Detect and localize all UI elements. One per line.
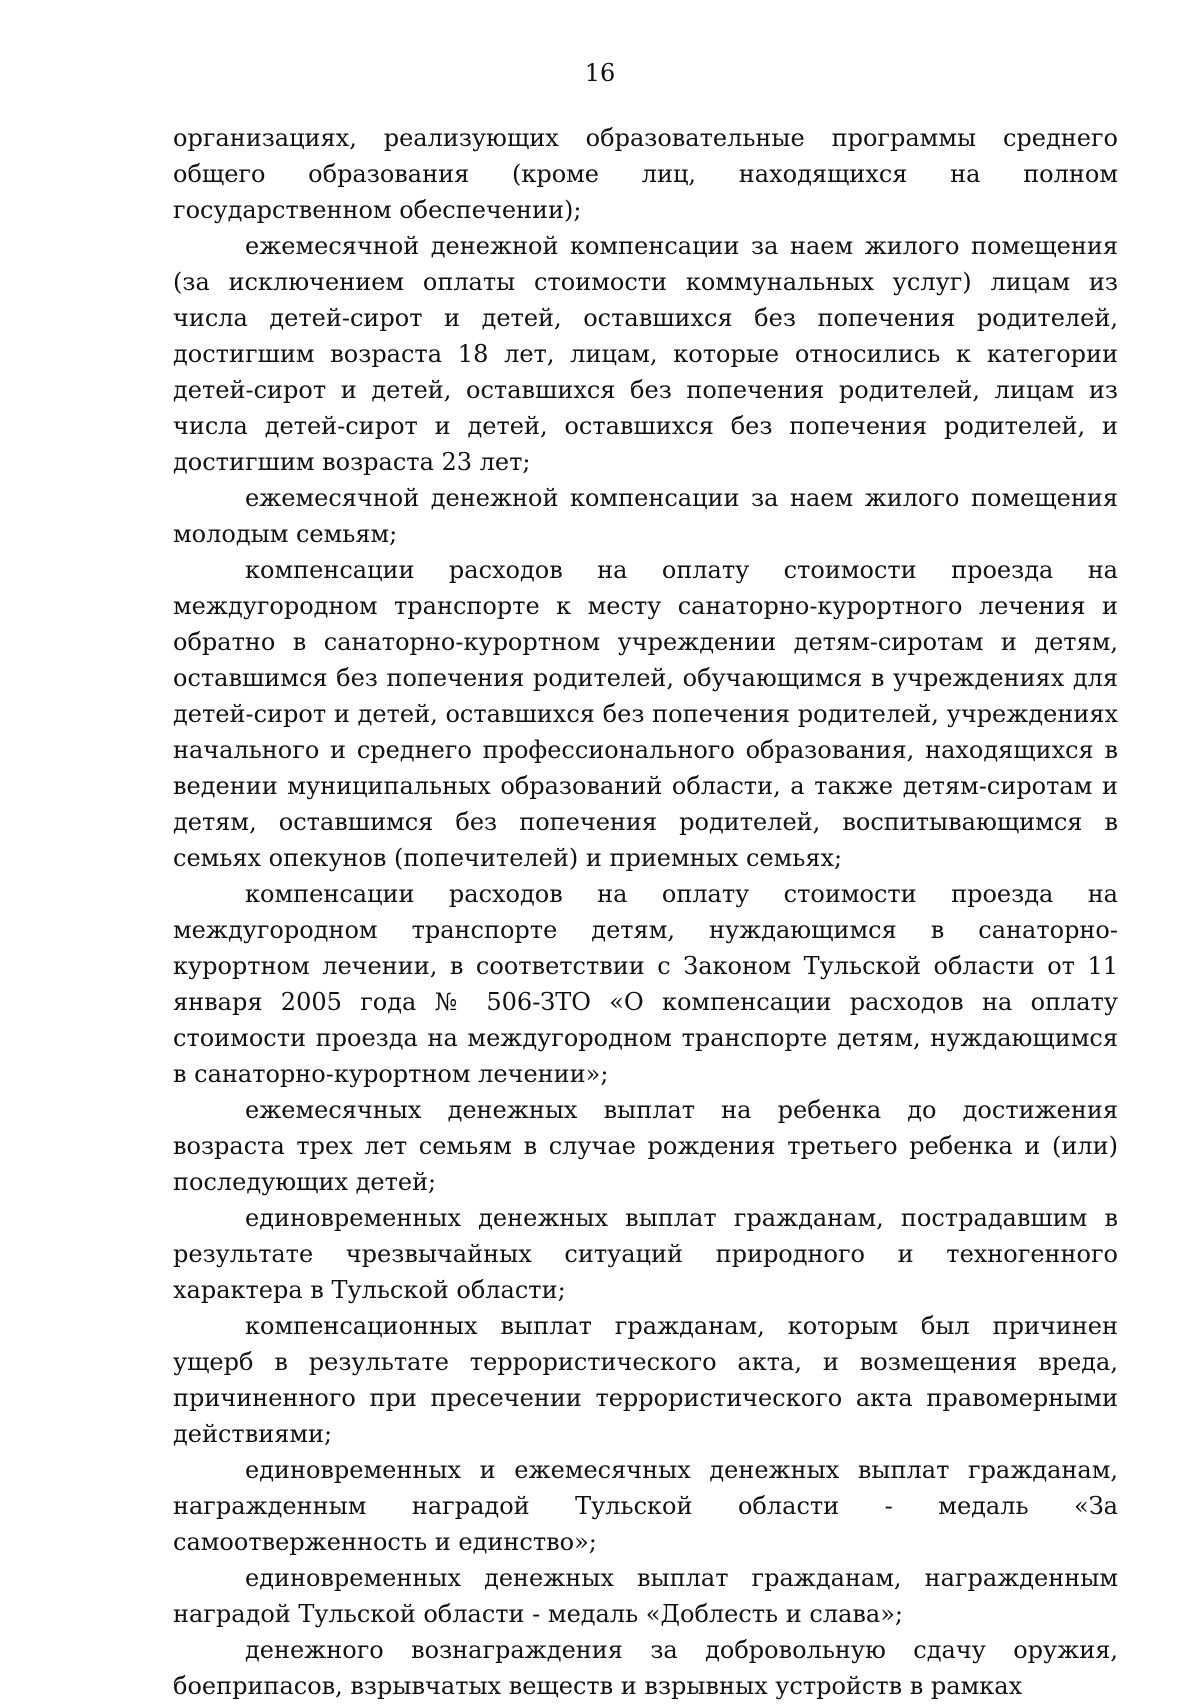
paragraph: ежемесячных денежных выплат на ребенка до достижения возраста трех лет семьям в случае рождения третьего ребенка и (или) последующих детей; <box>173 1096 1118 1196</box>
paragraph: единовременных денежных выплат гражданам, награжденным наградой Тульской области - медаль «Доблесть и слава»; <box>173 1564 1118 1628</box>
paragraph: компенсации расходов на оплату стоимости проезда на междугородном транспорте к месту санаторно-курортного лечения и обратно в санаторно-курортном учреждении детям-сиротам и детям, оставшимся без попечения родителей, обучающимся в учреждениях для детей-сирот и детей, оставшихся без попечения родителей, учреждениях начального и среднего профессионального образования, находящихся в ведении муниципальных образований области, а также детям-сиротам и детям, оставшимся без попечения родителей, воспитывающимся в семьях опекунов (попечителей) и приемных семьях; <box>173 556 1118 872</box>
paragraph: ежемесячной денежной компенсации за наем жилого помещения (за исключением оплаты стоимости коммунальных услуг) лицам из числа детей-сирот и детей, оставшихся без попечения родителей, достигшим возраста 18 лет, лицам, которые относились к категории детей-сирот и детей, оставшихся без попечения родителей, лицам из числа детей-сирот и детей, оставшихся без попечения родителей, и достигшим возраста 23 лет; <box>173 232 1118 476</box>
page-number: 16 <box>584 59 616 87</box>
paragraph: денежного вознаграждения за добровольную сдачу оружия, боеприпасов, взрывчатых веществ и взрывных устройств в рамках <box>173 1636 1118 1700</box>
document-body <box>173 120 1118 1704</box>
paragraph: ежемесячной денежной компенсации за наем жилого помещения молодым семьям; <box>173 484 1118 548</box>
paragraph: единовременных денежных выплат гражданам, пострадавшим в результате чрезвычайных ситуаций природного и техногенного характера в Тульской области; <box>173 1204 1118 1304</box>
paragraph: организациях, реализующих образовательные программы среднего общего образования (кроме лиц, находящихся на полном государственном обеспечении); <box>173 124 1118 224</box>
paragraph: единовременных и ежемесячных денежных выплат гражданам, награжденным наградой Тульской области - медаль «За самоотверженность и единство»; <box>173 1456 1118 1556</box>
paragraph: компенсационных выплат гражданам, которым был причинен ущерб в результате террористического акта, и возмещения вреда, причиненного при пресечении террористического акта правомерными действиями; <box>173 1312 1118 1448</box>
paragraph: компенсации расходов на оплату стоимости проезда на междугородном транспорте детям, нуждающимся в санаторно-курортном лечении, в соответствии с Законом Тульской области от 11 января 2005 года № 506-ЗТО «О компенсации расходов на оплату стоимости проезда на междугородном транспорте детям, нуждающимся в санаторно-курортном лечении»; <box>173 880 1118 1088</box>
